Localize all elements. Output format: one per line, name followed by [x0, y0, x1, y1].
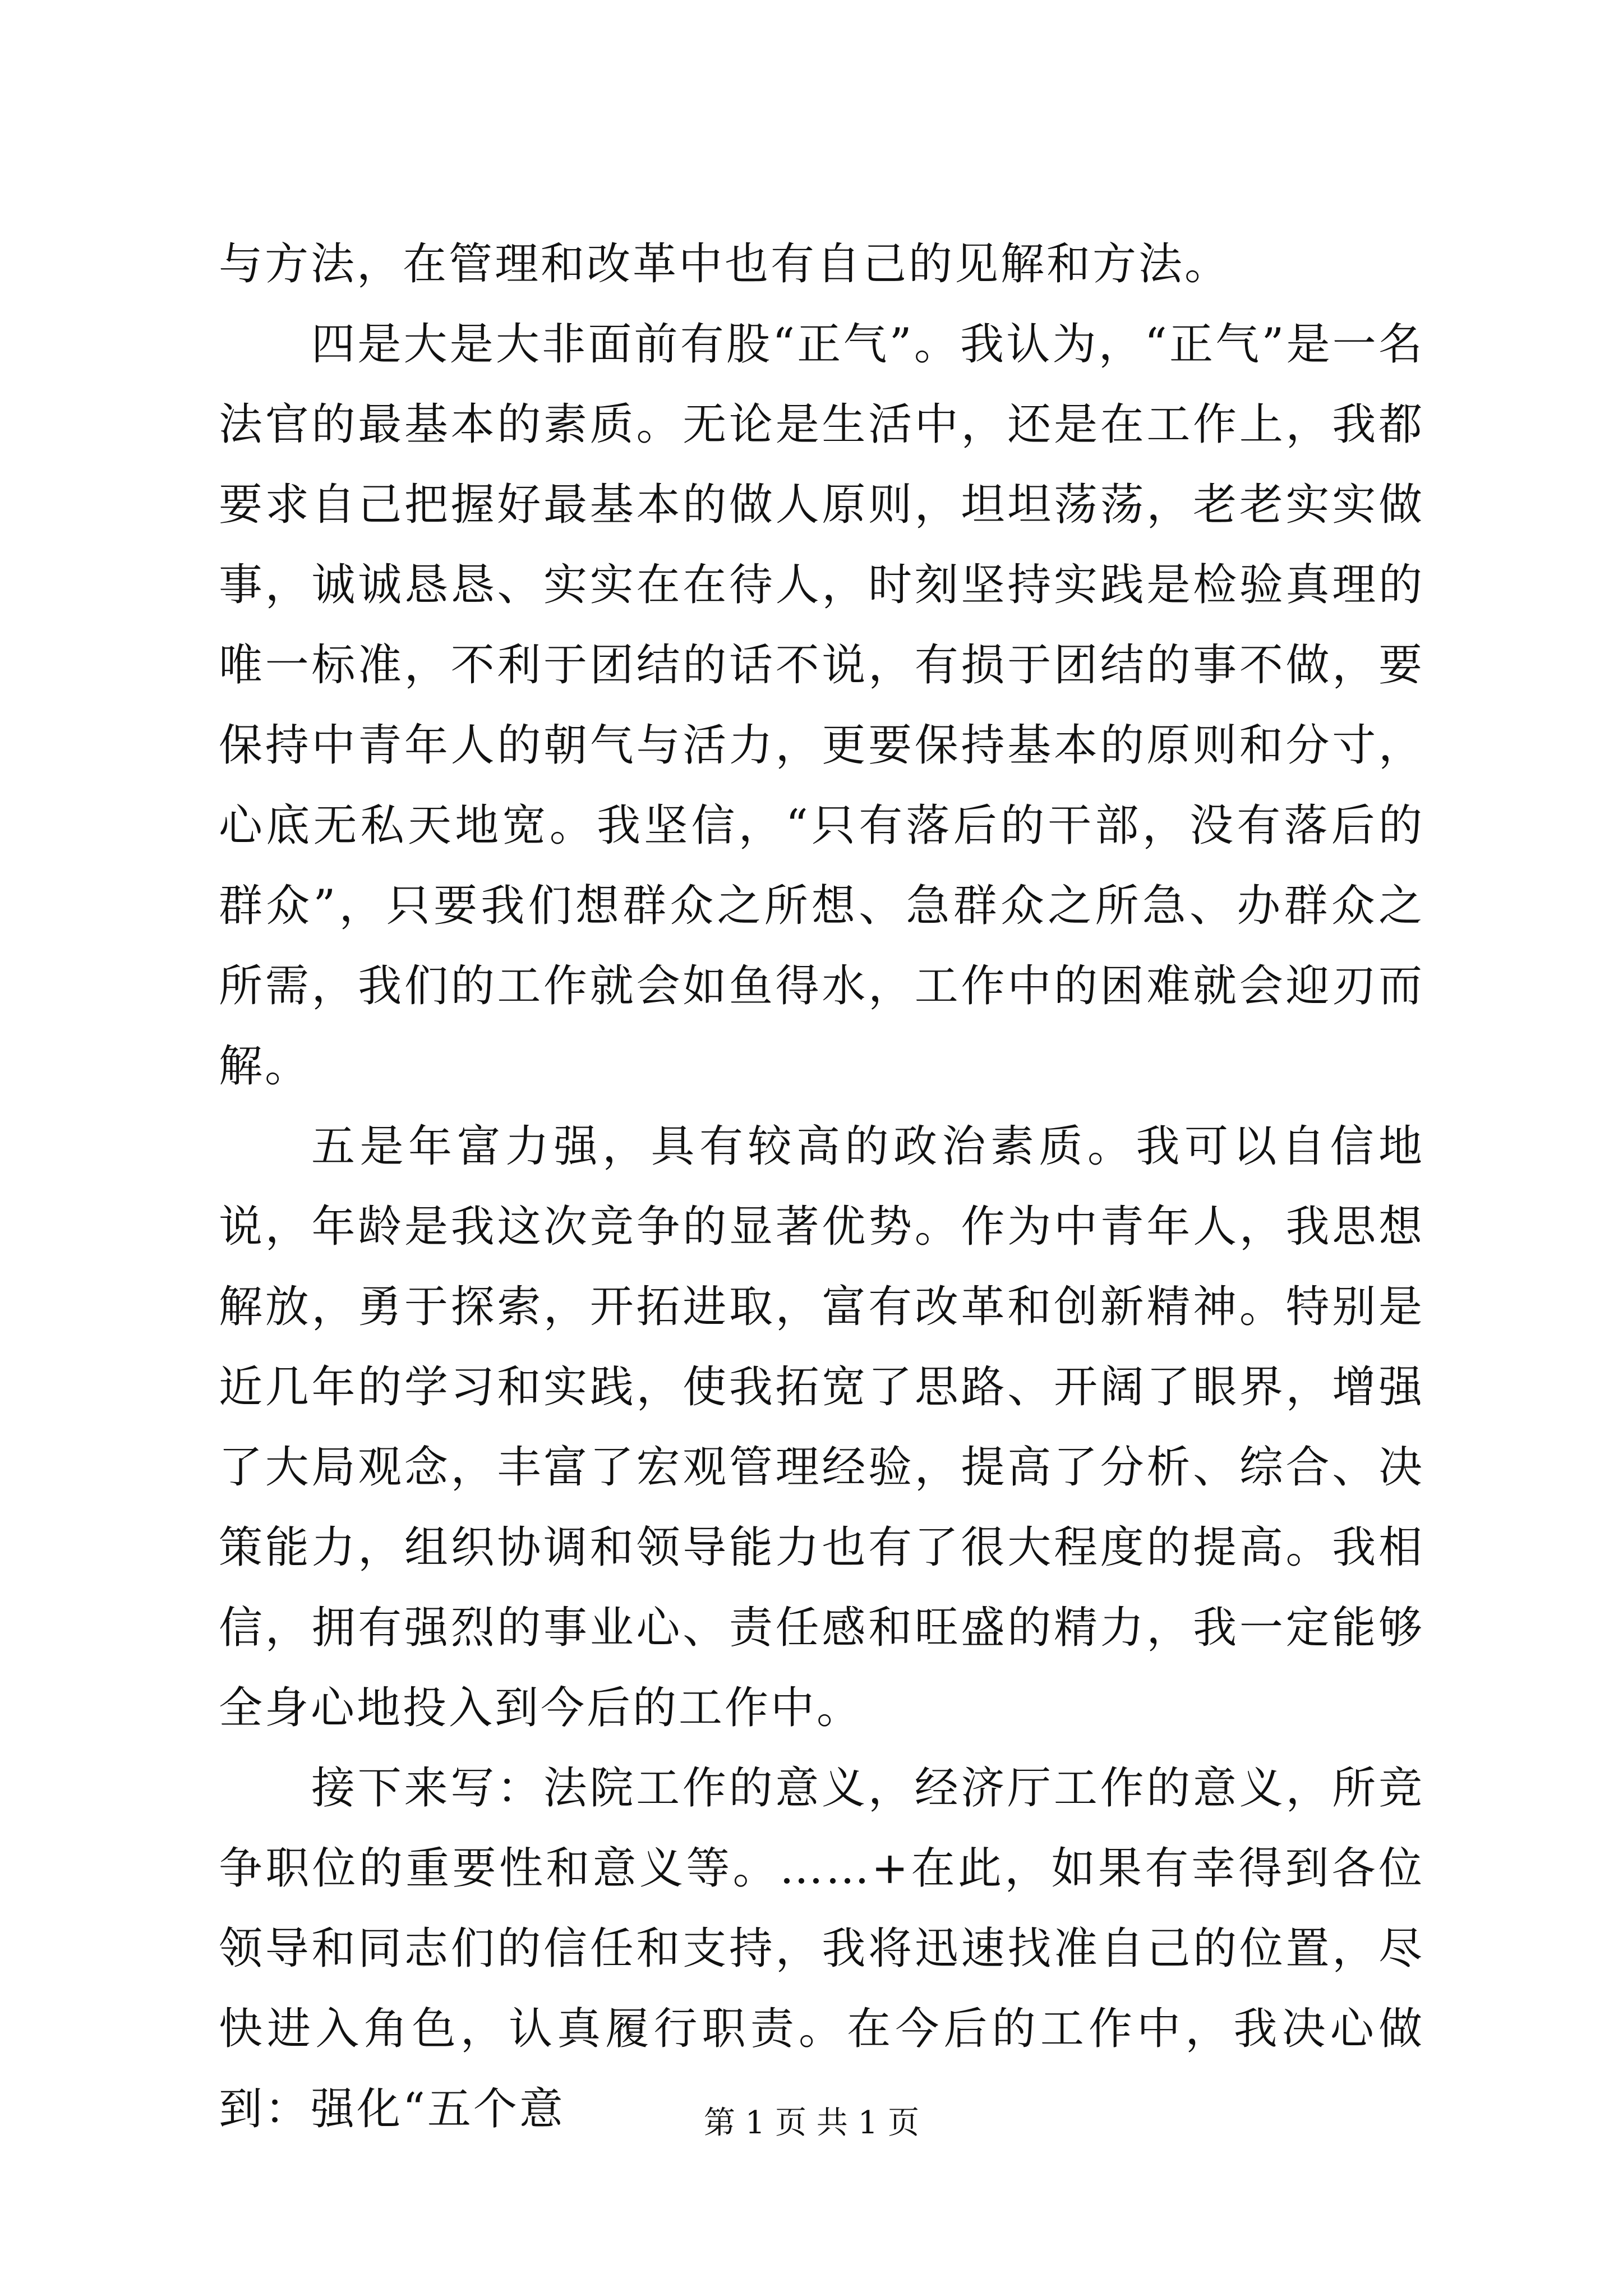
paragraph-1: 与方法，在管理和改革中也有自己的见解和方法。 — [219, 239, 1231, 289]
paragraph-4: 接下来写：法院工作的意义，经济厅工作的意义，所竞争职位的重要性和意义等。……+在此，如果有幸得到各位领导和同志们的信任和支持，我将迅速找准自己的位置，尽快进入角色，认真履行职责。在今后的工作中，我决心做到：强化“五个意 — [219, 1763, 1424, 2134]
page-number-footer: 第 1 页 共 1 页 — [703, 2105, 920, 2141]
document-body — [219, 224, 1424, 2150]
paragraph-2: 四是大是大非面前有股“正气”。我认为，“正气”是一名法官的最基本的素质。无论是生活中，还是在工作上，我都要求自己把握好最基本的做人原则，坦坦荡荡，老老实实做事，诚诚恳恳、实实在在待人，时刻坚持实践是检验真理的唯一标准，不利于团结的话不说，有损于团结的事不做，要保持中青年人的朝气与活力，更要保持基本的原则和分寸，心底无私天地宽。我坚信，“只有落后的干部，没有落后的群众”，只要我们想群众之所想、急群众之所急、办群众之所需，我们的工作就会如鱼得水，工作中的困难就会迎刃而解。 — [219, 319, 1424, 1092]
paragraph-3: 五是年富力强，具有较高的政治素质。我可以自信地说，年龄是我这次竞争的显著优势。作为中青年人，我思想解放，勇于探索，开拓进取，富有改革和创新精神。特别是近几年的学习和实践，使我拓宽了思路、开阔了眼界，增强了大局观念，丰富了宏观管理经验，提高了分析、综合、决策能力，组织协调和领导能力也有了很大程度的提高。我相信，拥有强烈的事业心、责任感和旺盛的精力，我一定能够全身心地投入到今后的工作中。 — [219, 1121, 1424, 1733]
